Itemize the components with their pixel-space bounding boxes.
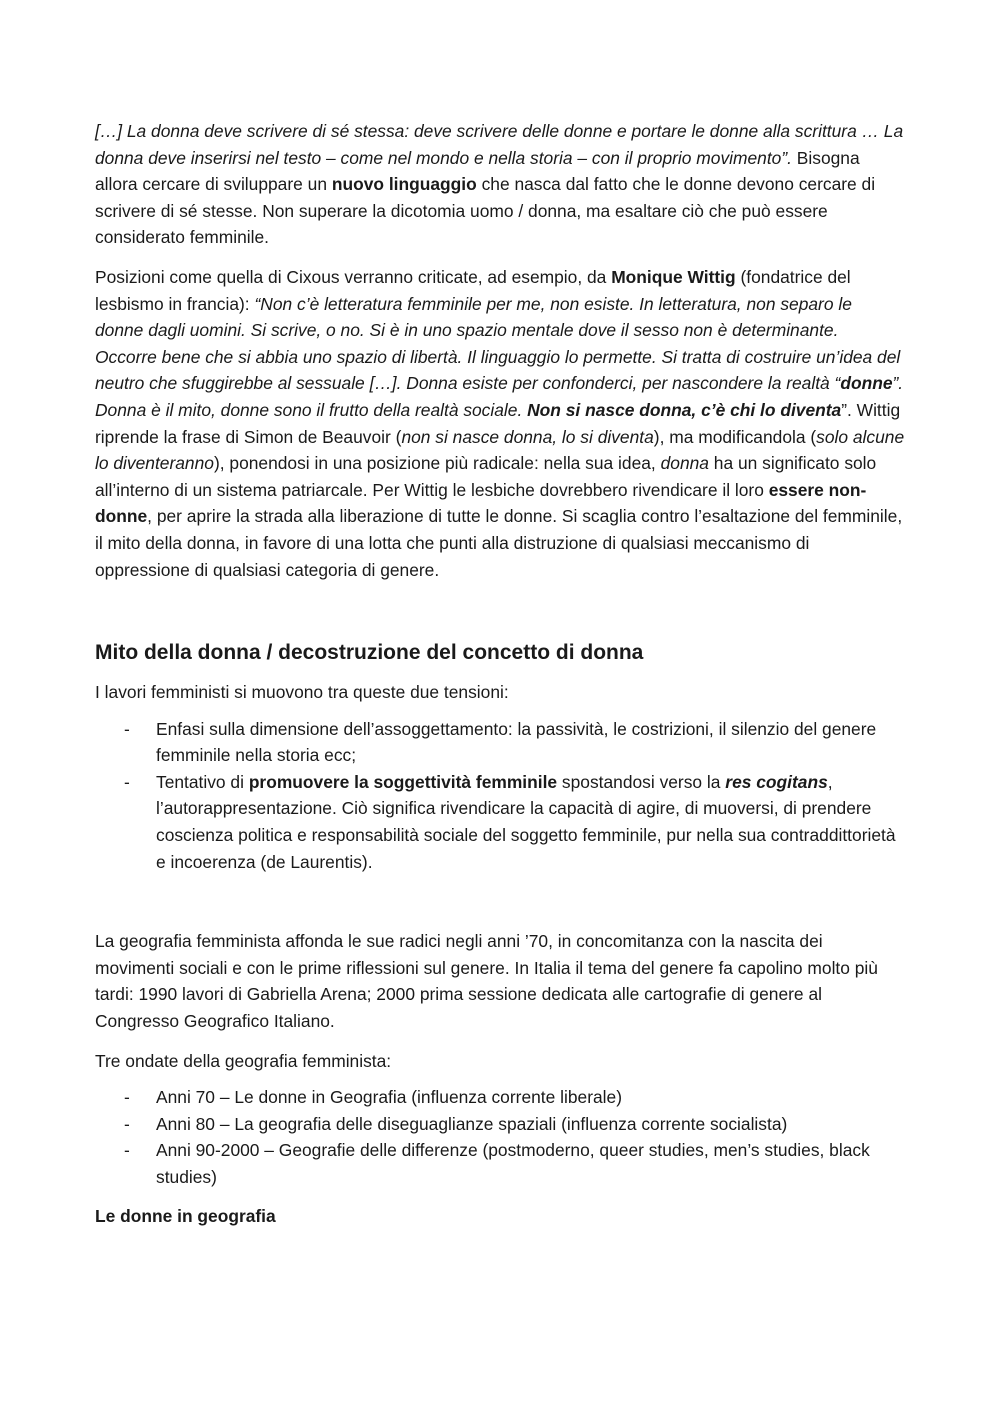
text-span: Posizioni come quella di Cixous verranno criticate, ad esempio, da xyxy=(95,266,612,287)
tensions-intro: I lavori femministi si muovono tra queste due tensioni: xyxy=(95,682,509,703)
text-span: ), ponendosi in una posizione più radicale: nella sua idea, xyxy=(213,453,661,474)
dash-bullet: - xyxy=(124,718,130,739)
list-item xyxy=(124,769,905,875)
text-span: Bisogna allora cercare di sviluppare un xyxy=(95,147,860,195)
italic-beauvoir-phrase: non si nasce donna, lo si diventa xyxy=(401,426,654,447)
bold-italic-res-cogitans: res cogitans xyxy=(725,771,828,792)
list-item xyxy=(124,1137,905,1190)
list-item-text: Enfasi sulla dimensione dell’assoggettamento: la passività, le costrizioni, il silenzio del genere femminile nella storia ecc; xyxy=(156,718,877,766)
text-span: ), ma modificandola ( xyxy=(653,426,817,447)
quote-cixous: […] La donna deve scrivere di sé stessa: deve scrivere delle donne e portare le donne alla scrittura … La donna deve inserirsi nel testo – come nel mondo e nella storia – con il proprio movimento”. xyxy=(95,121,904,168)
subheading: Le donne in geografia xyxy=(95,1205,276,1226)
list-item-text: Anni 90-2000 – Geografie delle differenze (postmoderno, queer studies, men’s studies, black studies) xyxy=(156,1140,870,1187)
paragraph-geografia-femminista: La geografia femminista affonda le sue radici negli anni ’70, in concomitanza con la nascita dei movimenti sociali e con le prime riflessioni sul genere. In Italia il tema del genere fa capolino molto più tardi: 1990 lavori di Gabriella Arena; 2000 prima sessione dedicata alle cartografie di genere al Congresso Geografico Italiano. xyxy=(95,931,878,1032)
text-span: che nasca dal fatto che le donne devono cercare di scrivere di sé stesse. Non superare la dicotomia uomo / donna, ma esaltare ciò che può essere considerato femminile. xyxy=(95,174,876,248)
list-item-text: Anni 80 – La geografia delle diseguaglianze spaziali (influenza corrente socialista) xyxy=(156,1113,788,1134)
quote-wittig-bold-phrase: Non si nasce donna, c’è chi lo diventa xyxy=(527,399,842,420)
quote-wittig: “Non c’è letteratura femminile per me, non esiste. In letteratura, non separo le donne dagli uomini. Si scrive, o no. Si è in uno spazio mentale dove il sesso non è determinante. Occorre bene che si abbia uno spazio di libertà. Il linguaggio lo permette. Si tratta di costruire un’idea del neutro che sfuggirebbe al sessuale […]. Donna esiste per confonderci, per nascondere la realtà “ xyxy=(95,293,901,394)
bold-term-nuovo-linguaggio: nuovo linguaggio xyxy=(331,174,477,195)
bold-name-monique-wittig: Monique Wittig xyxy=(611,266,736,287)
dash-bullet: - xyxy=(124,771,130,792)
quote-wittig-continued: ”. Donna è il mito, donne sono il frutto della realtà sociale. xyxy=(95,373,904,420)
list-item xyxy=(124,1111,905,1138)
bold-soggettivita: promuovere la soggettività femminile xyxy=(248,771,558,792)
waves-list xyxy=(95,1084,905,1190)
text-span: ”. Wittig riprende la frase di Simon de Beauvoir ( xyxy=(95,399,901,447)
waves-intro: Tre ondate della geografia femminista: xyxy=(95,1050,392,1071)
quote-wittig-bold-donne: donne xyxy=(840,373,893,394)
italic-solo-alcune: solo alcune lo diventeranno xyxy=(95,426,905,474)
dash-bullet: - xyxy=(124,1087,130,1108)
paragraph-cixous-quote xyxy=(95,118,905,251)
italic-donna: donna xyxy=(660,453,709,474)
bold-essere-non-donne: essere non-donne xyxy=(95,479,867,527)
section-heading: Mito della donna / decostruzione del concetto di donna xyxy=(95,641,644,665)
list-item-text: Anni 70 – Le donne in Geografia (influenza corrente liberale) xyxy=(156,1087,622,1108)
text-span: Tentativo di xyxy=(156,771,249,792)
text-span: ha un significato solo all’interno di un sistema patriarcale. Per Wittig le lesbiche dovrebbero rivendicare il loro xyxy=(95,453,877,500)
tensions-list xyxy=(95,716,905,876)
list-item xyxy=(124,716,905,769)
dash-bullet: - xyxy=(124,1113,130,1134)
list-item xyxy=(124,1084,905,1111)
dash-bullet: - xyxy=(124,1140,130,1161)
text-span: , l’autorappresentazione. Ciò significa rivendicare la capacità di agire, di muoversi, di prendere coscienza politica e responsabilità sociale del soggetto femminile, pur nella sua contraddittorietà e incoerenza (de Laurentis). xyxy=(156,771,896,872)
text-span: (fondatrice del lesbismo in francia): xyxy=(95,266,851,314)
paragraph-wittig xyxy=(95,264,905,583)
text-span: spostandosi verso la xyxy=(557,771,726,792)
text-span: , per aprire la strada alla liberazione di tutte le donne. Si scaglia contro l’esaltazione del femminile, il mito della donna, in favore di una lotta che punti alla distruzione di qualsiasi meccanismo di oppressione di qualsiasi categoria di genere. xyxy=(95,506,903,580)
